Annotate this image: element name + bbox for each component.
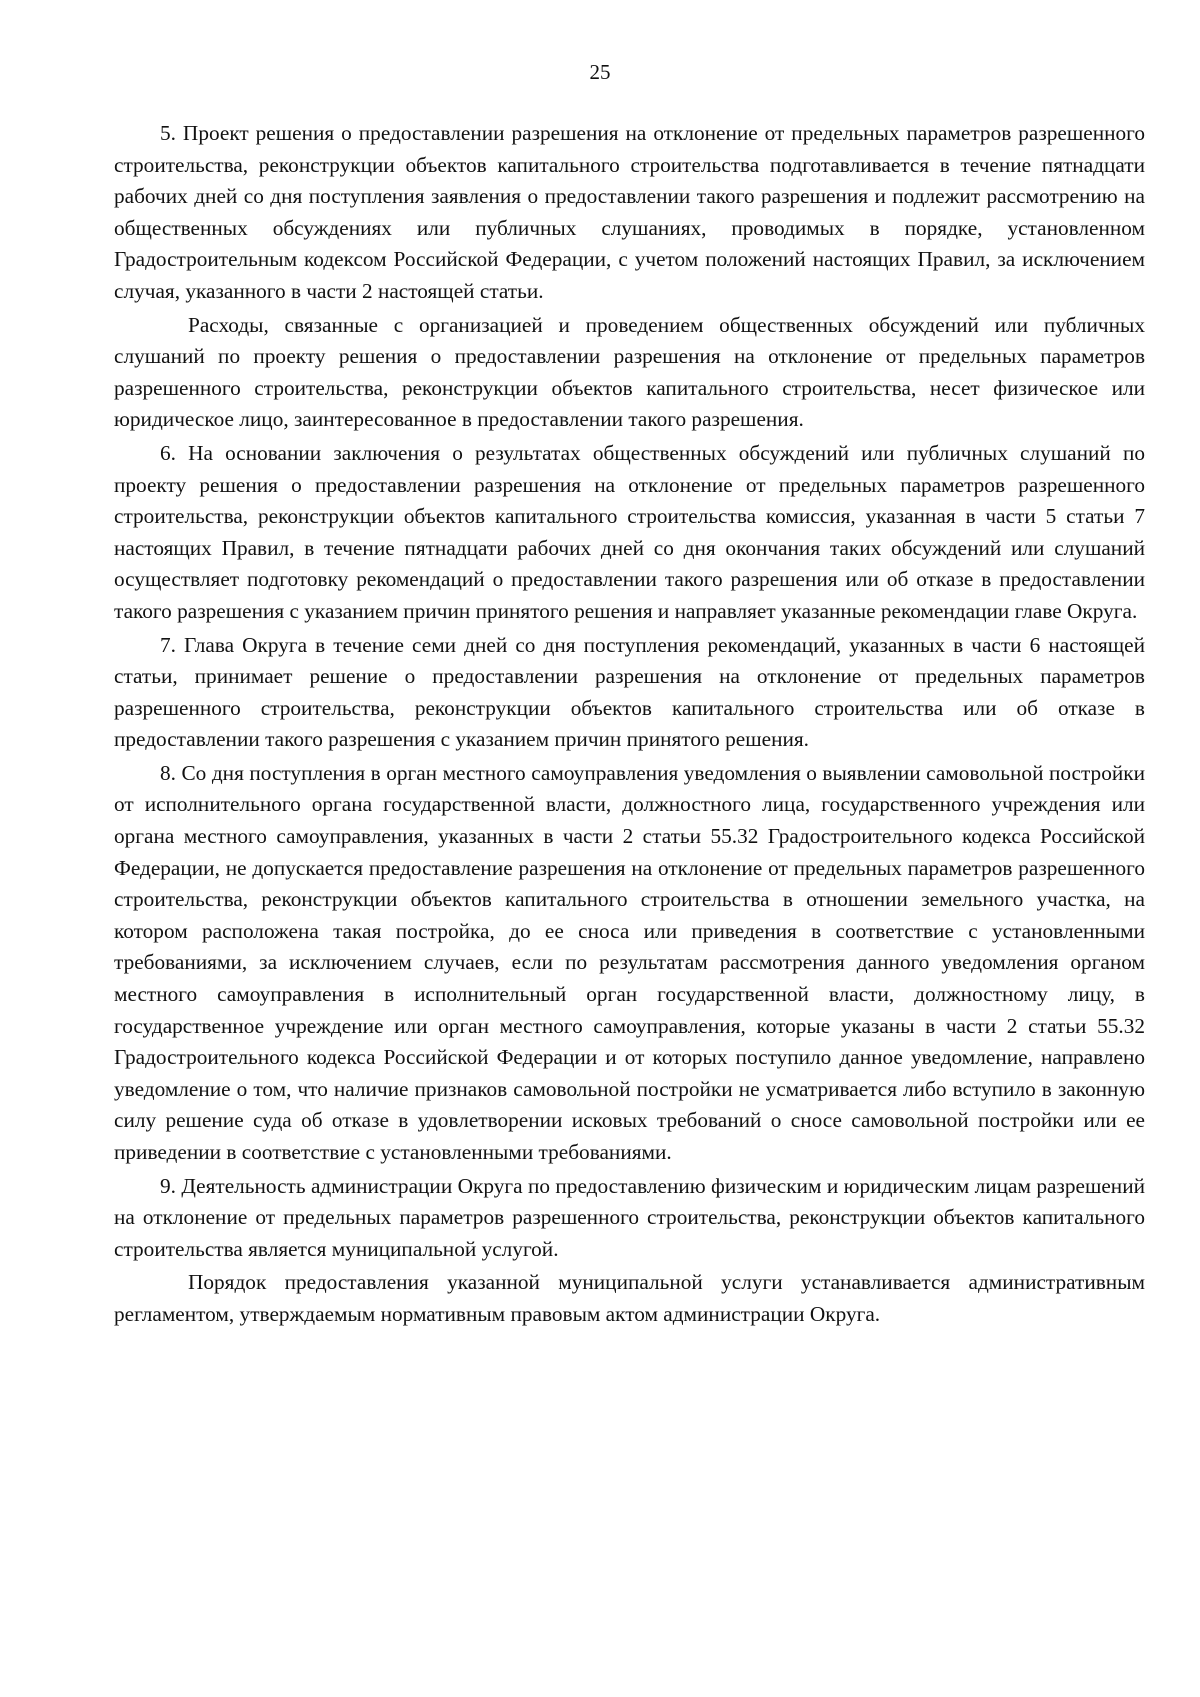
paragraph-item-9: 9. Деятельность администрации Округа по предоставлению физическим и юридическим лицам разрешений на отклонение от предельных параметров разрешенного строительства, реконструкции объектов капитального строительства является муниципальной услугой. (114, 1173, 1145, 1261)
paragraph-item-7: 7. Глава Округа в течение семи дней со дня поступления рекомендаций, указанных в части 6 настоящей статьи, принимает решение о предоставлении разрешения на отклонение от предельных параметров разрешенного строительства, реконструкции объектов капитального строительства или об отказе в предоставлении такого разрешения с указанием причин принятого решения. (114, 632, 1145, 752)
paragraph-procedure: Порядок предоставления указанной муниципальной услуги устанавливается административным регламентом, утверждаемым нормативным правовым актом администрации Округа. (114, 1270, 1145, 1326)
paragraph-expenses: Расходы, связанные с организацией и проведением общественных обсуждений или публичных слушаний по проекту решения о предоставлении разрешения на отклонение от предельных параметров разрешенного строительства, реконструкции объектов капитального строительства, несет физическое или юридическое лицо, заинтересованное в предоставлении такого разрешения. (114, 312, 1145, 432)
paragraph-item-8: 8. Со дня поступления в орган местного самоуправления уведомления о выявлении самовольной постройки от исполнительного органа государственной власти, должностного лица, государственного учреждения или органа местного самоуправления, указанных в части 2 статьи 55.32 Градостроительного кодекса Российской Федерации, не допускается предоставление разрешения на отклонение от предельных параметров разрешенного строительства, реконструкции объектов капитального строительства в отношении земельного участка, на котором расположена такая постройка, до ее сноса или приведения в соответствие с установленными требованиями, за исключением случаев, если по результатам рассмотрения данного уведомления органом местного самоуправления в исполнительный орган государственной власти, должностному лицу, в государственное учреждение или орган местного самоуправления, которые указаны в части 2 статьи 55.32 Градостроительного кодекса Российской Федерации и от которых поступило данное уведомление, направлено уведомление о том, что наличие признаков самовольной постройки не усматривается либо вступило в законную силу решение суда об отказе в удовлетворении исковых требований о сносе самовольной постройки или ее приведении в соответствие с установленными требованиями. (114, 760, 1145, 1164)
paragraph-item-5: 5. Проект решения о предоставлении разрешения на отклонение от предельных параметров разрешенного строительства, реконструкции объектов капитального строительства подготавливается в течение пятнадцати рабочих дней со дня поступления заявления о предоставлении такого разрешения и подлежит рассмотрению на общественных обсуждениях или публичных слушаниях, проводимых в порядке, установленном Градостроительным кодексом Российской Федерации, с учетом положений настоящих Правил, за исключением случая, указанного в части 2 настоящей статьи. (114, 121, 1145, 303)
page-number: 25 (589, 60, 611, 84)
paragraph-item-6: 6. На основании заключения о результатах общественных обсуждений или публичных слушаний по проекту решения о предоставлении разрешения на отклонение от предельных параметров разрешенного строительства, реконструкции объектов капитального строительства комиссия, указанная в части 5 статьи 7 настоящих Правил, в течение пятнадцати рабочих дней со дня окончания таких обсуждений или слушаний осуществляет подготовку рекомендаций о предоставлении такого разрешения или об отказе в предоставлении такого разрешения с указанием причин принятого решения и направляет указанные рекомендации главе Округа. (114, 440, 1145, 623)
document-body (114, 118, 1145, 1331)
